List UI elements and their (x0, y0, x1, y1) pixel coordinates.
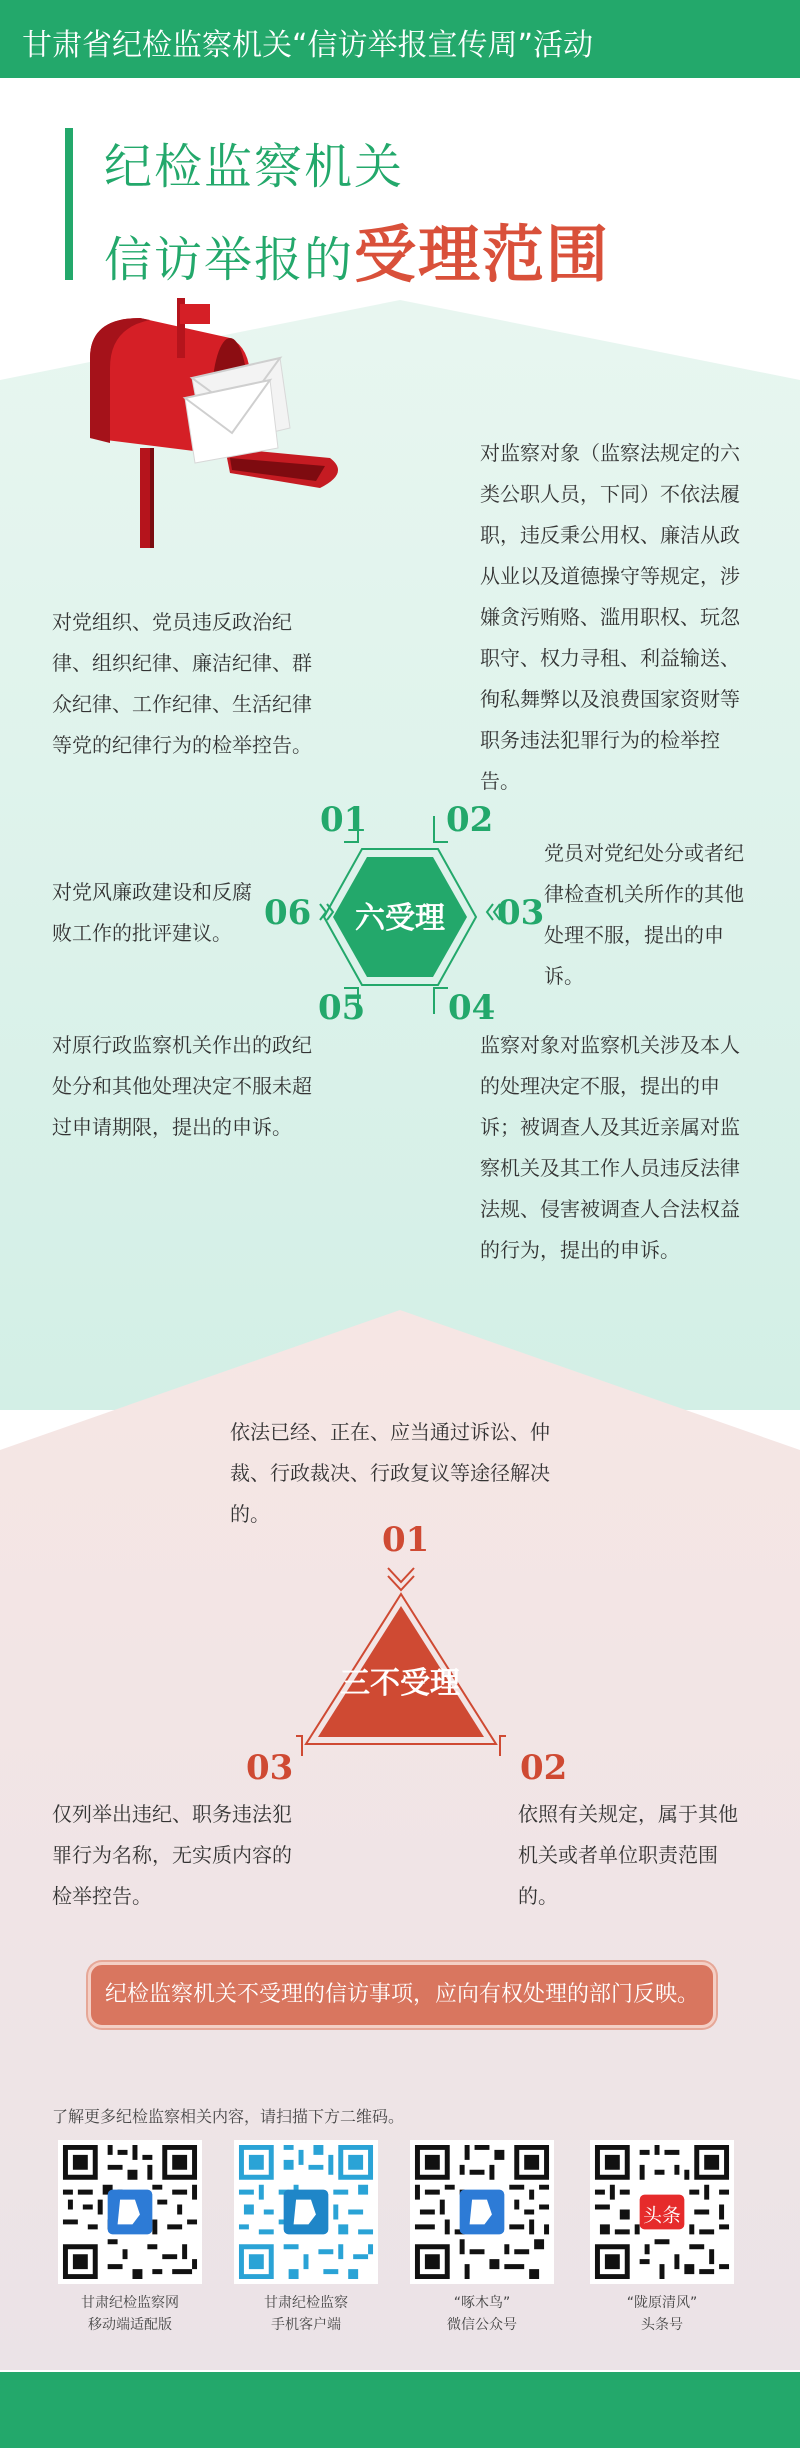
qr-code-4[interactable] (590, 2140, 734, 2284)
header-title: 甘肃省纪检监察机关“信访举报宣传周”活动 (22, 28, 594, 63)
title-highlight: 受理范围 (354, 218, 611, 291)
qr-code-icon (410, 2140, 554, 2284)
three-num-02: 02 (520, 1748, 568, 1788)
three-num-03: 03 (246, 1748, 294, 1788)
six-item-04-text: 监察对象对监察机关涉及本人的处理决定不服，提出的申诉；被调查人及其近亲属对监察机关及其工作人员违反法律法规、侵害被调查人合法权益的行为，提出的申诉。 (480, 1033, 740, 1262)
qr-code-icon (58, 2140, 202, 2284)
three-center-label: 三不受理 (340, 1666, 460, 1701)
footer-bar (0, 2372, 800, 2448)
page-title-line2 (104, 205, 610, 294)
three-num-01: 01 (382, 1520, 430, 1560)
qr-caption-line1: 甘肃纪检监察 (264, 2295, 348, 2311)
six-item-01-text: 对党组织、党员违反政治纪律、组织纪律、廉洁纪律、群众纪律、工作纪律、生活纪律等党的纪律行为的检举控告。 (52, 610, 312, 757)
triangle-graphic (296, 1560, 506, 1760)
page-title-line1: 纪检监察机关 (104, 139, 405, 195)
three-item-02-text: 依照有关规定，属于其他机关或者单位职责范围的。 (518, 1802, 738, 1908)
qr-code-1[interactable] (58, 2140, 202, 2284)
six-num-01: 01 (320, 800, 368, 840)
notice-text: 纪检监察机关不受理的信访事项，应向有权处理的部门反映。 (104, 1982, 699, 2007)
six-center-label: 六受理 (355, 901, 445, 936)
qr-caption-line2: 移动端适配版 (88, 2317, 172, 2333)
qr-caption-line2: 头条号 (641, 2317, 683, 2333)
qr-caption-line2: 手机客户端 (271, 2317, 341, 2333)
six-num-02: 02 (446, 800, 494, 840)
qr-caption-4 (572, 2292, 752, 2336)
qr-instruction: 了解更多纪检监察相关内容，请扫描下方二维码。 (52, 2107, 405, 2126)
qr-code-icon (234, 2140, 378, 2284)
qr-code-2[interactable] (234, 2140, 378, 2284)
mailbox-illustration (80, 298, 350, 560)
qr-code-3[interactable] (410, 2140, 554, 2284)
six-num-06: 06 (264, 893, 312, 933)
qr-caption-2 (216, 2292, 396, 2336)
hexagon-pointer-ticks (300, 800, 520, 1030)
qr-caption-line2: 微信公众号 (447, 2317, 517, 2333)
six-num-04: 04 (448, 988, 496, 1028)
qr-caption-line1: 甘肃纪检监察网 (81, 2295, 179, 2311)
six-item-05-text: 对原行政监察机关作出的政纪处分和其他处理决定不服未超过申请期限，提出的申诉。 (52, 1033, 312, 1139)
six-item-06-text: 对党风廉政建设和反腐败工作的批评建议。 (52, 880, 252, 945)
six-num-05: 05 (318, 988, 366, 1028)
qr-caption-line1: “陇原清风” (626, 2295, 698, 2311)
three-item-01-text: 依法已经、正在、应当通过诉讼、仲裁、行政裁决、行政复议等途径解决的。 (230, 1420, 550, 1526)
title-prefix: 信访举报的 (104, 232, 355, 288)
title-accent-bar (65, 128, 73, 280)
toutiao-badge: 头条 (643, 2204, 681, 2227)
qr-caption-3 (392, 2292, 572, 2336)
notice-banner (88, 1962, 716, 2028)
qr-caption-1 (40, 2292, 220, 2336)
header-bar (0, 0, 800, 78)
three-item-03-text: 仅列举出违纪、职务违法犯罪行为名称，无实质内容的检举控告。 (52, 1802, 292, 1908)
six-item-03-text: 党员对党纪处分或者纪律检查机关所作的其他处理不服，提出的申诉。 (544, 841, 744, 988)
qr-code-icon (590, 2140, 734, 2284)
qr-caption-line1: “啄木鸟” (453, 2295, 511, 2311)
six-item-02-text: 对监察对象（监察法规定的六类公职人员，下同）不依法履职，违反秉公用权、廉洁从政从业以及道德操守等规定，涉嫌贪污贿赂、滥用职权、玩忽职守、权力寻租、利益输送、徇私舞弊以及浪费国家资财等职务违法犯罪行为的检举控告。 (480, 441, 740, 793)
six-num-03: 03 (497, 893, 545, 933)
